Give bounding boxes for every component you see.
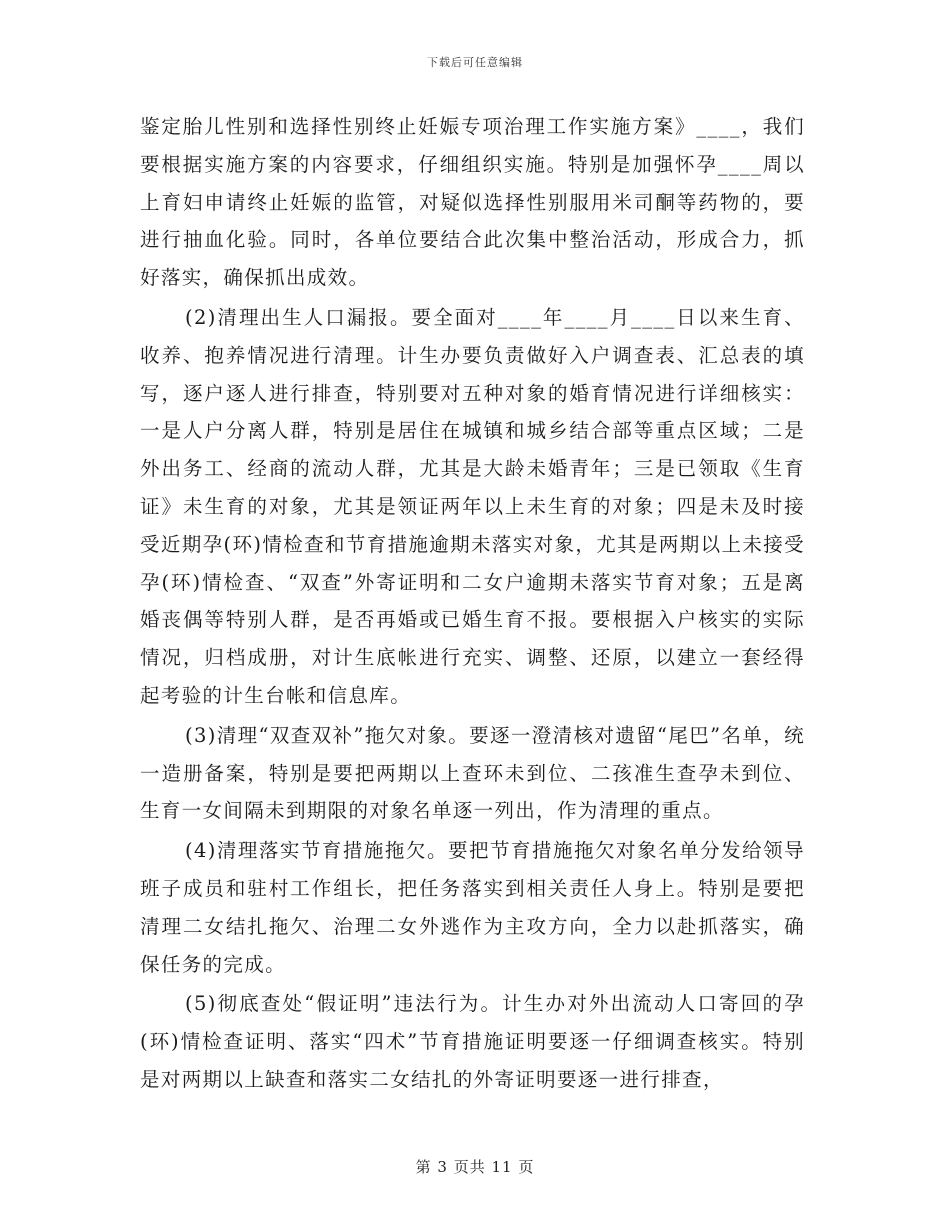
paragraph-item-4: (4)清理落实节育措施拖欠。要把节育措施拖欠对象名单分发给领导班子成员和驻村工作组长，把任务落实到相关责任人身上。特别是要把清理二女结扎拖欠、治理二女外逃作为主攻方向，全力以赴抓落实，确保任务的完成。	[140, 839, 805, 976]
paragraph-item-2: (2)清理出生人口漏报。要全面对____年____月____日以来生育、收养、抱养情况进行清理。计生办要负责做好入户调查表、汇总表的填写，逐户逐人进行排查，特别要对五种对象的婚育情况进行详细核实：一是人户分离人群，特别是居住在城镇和城乡结合部等重点区域；二是外出务工、经商的流动人群，尤其是大龄未婚青年；三是已领取《生育证》未生育的对象，尤其是领证两年以上未生育的对象；四是未及时接受近期孕(环)情检查和节育措施逾期未落实对象，尤其是两期以上未接受孕(环)情检查、“双查”外寄证明和二女户逾期未落实节育对象；五是离婚丧偶等特别人群，是否再婚或已婚生育不报。要根据入户核实的实际情况，归档成册，对计生底帐进行充实、调整、还原，以建立一套经得起考验的计生台帐和信息库。	[140, 305, 805, 707]
paragraph-continuation: 鉴定胎儿性别和选择性别终止妊娠专项治理工作实施方案》____，我们要根据实施方案的内容要求，仔细组织实施。特别是加强怀孕____周以上育妇申请终止妊娠的监管，对疑似选择性别服用米司酮等药物的，要进行抽血化验。同时，各单位要结合此次集中整治活动，形成合力，抓好落实，确保抓出成效。	[140, 115, 805, 290]
paragraph-item-5: (5)彻底查处“假证明”违法行为。计生办对外出流动人口寄回的孕(环)情检查证明、落实“四术”节育措施证明要逐一仔细调查核实。特别是对两期以上缺查和落实二女结扎的外寄证明要逐一进行排查，	[140, 992, 805, 1091]
page-header: 下载后可任意编辑	[427, 56, 523, 69]
document-body	[140, 108, 805, 1101]
paragraph-item-3: (3)清理“双查双补”拖欠对象。要逐一澄清核对遗留“尾巴”名单，统一造册备案，特别是要把两期以上查环未到位、二孩准生查孕未到位、生育一女间隔未到期限的对象名单逐一列出，作为清理的重点。	[140, 723, 805, 823]
page-footer: 第 3 页共 11 页	[415, 1158, 535, 1176]
